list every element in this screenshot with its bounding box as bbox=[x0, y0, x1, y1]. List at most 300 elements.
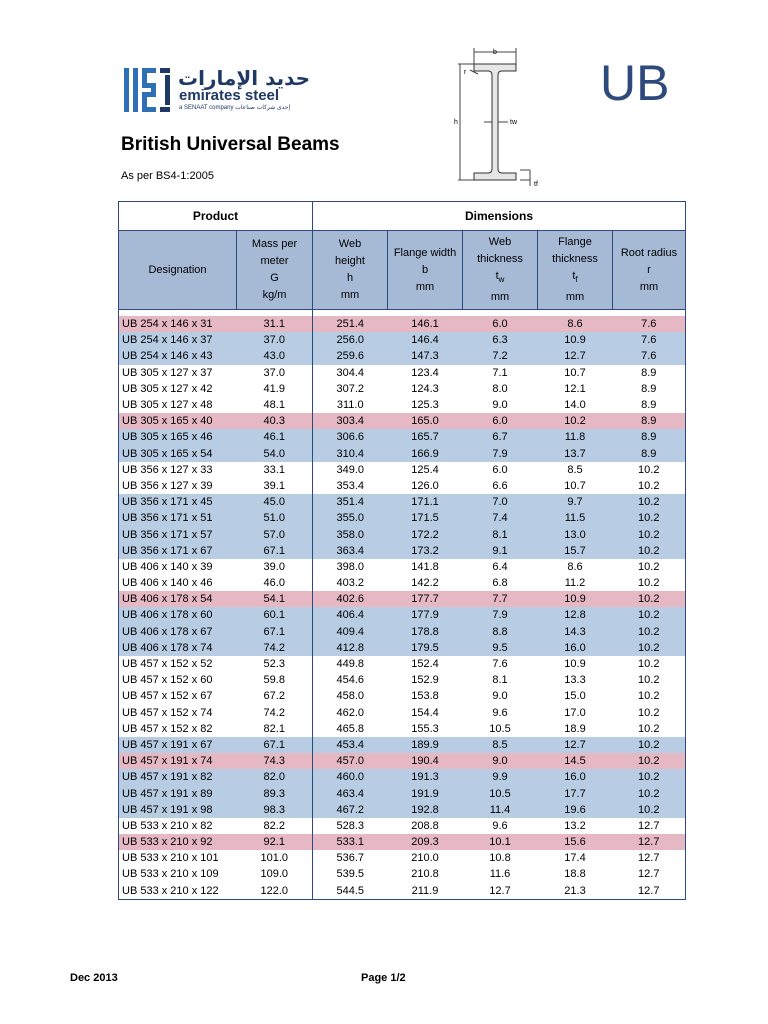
value-cell: 303.4 bbox=[313, 413, 388, 429]
table-row bbox=[119, 785, 686, 801]
value-cell: 43.0 bbox=[237, 348, 313, 364]
value-cell: 9.9 bbox=[463, 769, 538, 785]
value-cell: 172.2 bbox=[388, 526, 463, 542]
designation-cell: UB 254 x 146 x 37 bbox=[119, 332, 237, 348]
value-cell: 82.0 bbox=[237, 769, 313, 785]
value-cell: 398.0 bbox=[313, 559, 388, 575]
value-cell: 37.0 bbox=[237, 365, 313, 381]
value-cell: 6.4 bbox=[463, 559, 538, 575]
value-cell: 123.4 bbox=[388, 365, 463, 381]
value-cell: 67.2 bbox=[237, 688, 313, 704]
value-cell: 12.7 bbox=[538, 737, 613, 753]
value-cell: 8.8 bbox=[463, 624, 538, 640]
value-cell: 146.1 bbox=[388, 316, 463, 332]
column-header-line1: Web bbox=[338, 238, 362, 250]
designation-cell: UB 305 x 127 x 48 bbox=[119, 397, 237, 413]
value-cell: 177.7 bbox=[388, 591, 463, 607]
value-cell: 8.9 bbox=[613, 446, 686, 462]
value-cell: 13.2 bbox=[538, 818, 613, 834]
value-cell: 8.0 bbox=[463, 381, 538, 397]
value-cell: 7.1 bbox=[463, 365, 538, 381]
column-header-unit: mm bbox=[340, 289, 360, 301]
diagram-label-tw: tw bbox=[510, 119, 517, 126]
table-row bbox=[119, 688, 686, 704]
value-cell: 74.2 bbox=[237, 705, 313, 721]
value-cell: 165.7 bbox=[388, 429, 463, 445]
value-cell: 8.5 bbox=[463, 737, 538, 753]
column-header bbox=[613, 231, 686, 310]
designation-cell: UB 457 x 191 x 67 bbox=[119, 737, 237, 753]
value-cell: 453.4 bbox=[313, 737, 388, 753]
series-mark: UB bbox=[600, 55, 670, 111]
value-cell: 60.1 bbox=[237, 607, 313, 623]
table-row bbox=[119, 510, 686, 526]
value-cell: 536.7 bbox=[313, 850, 388, 866]
column-header-symbol: b bbox=[421, 263, 429, 276]
value-cell: 355.0 bbox=[313, 510, 388, 526]
value-cell: 7.0 bbox=[463, 494, 538, 510]
designation-cell: UB 305 x 165 x 46 bbox=[119, 429, 237, 445]
value-cell: 544.5 bbox=[313, 883, 388, 900]
value-cell: 7.6 bbox=[613, 348, 686, 364]
value-cell: 52.3 bbox=[237, 656, 313, 672]
value-cell: 10.8 bbox=[463, 850, 538, 866]
value-cell: 10.5 bbox=[463, 785, 538, 801]
value-cell: 11.5 bbox=[538, 510, 613, 526]
column-header-unit: mm bbox=[565, 290, 585, 303]
table-row bbox=[119, 575, 686, 591]
value-cell: 310.4 bbox=[313, 446, 388, 462]
value-cell: 191.9 bbox=[388, 785, 463, 801]
column-header-symbol: G bbox=[270, 272, 279, 284]
value-cell: 10.9 bbox=[538, 591, 613, 607]
value-cell: 8.9 bbox=[613, 397, 686, 413]
value-cell: 406.4 bbox=[313, 607, 388, 623]
column-header-unit: mm bbox=[639, 280, 659, 293]
value-cell: 147.3 bbox=[388, 348, 463, 364]
value-cell: 10.2 bbox=[613, 462, 686, 478]
value-cell: 48.1 bbox=[237, 397, 313, 413]
table-row bbox=[119, 332, 686, 348]
column-header-line1: Root radius bbox=[620, 246, 678, 259]
designation-cell: UB 356 x 171 x 67 bbox=[119, 543, 237, 559]
table-row bbox=[119, 348, 686, 364]
footer-date: Dec 2013 bbox=[70, 972, 118, 984]
value-cell: 8.9 bbox=[613, 429, 686, 445]
value-cell: 10.2 bbox=[613, 543, 686, 559]
table-row bbox=[119, 607, 686, 623]
designation-cell: UB 356 x 127 x 39 bbox=[119, 478, 237, 494]
value-cell: 6.0 bbox=[463, 316, 538, 332]
value-cell: 15.7 bbox=[538, 543, 613, 559]
value-cell: 67.1 bbox=[237, 543, 313, 559]
designation-cell: UB 305 x 127 x 42 bbox=[119, 381, 237, 397]
value-cell: 463.4 bbox=[313, 785, 388, 801]
table-row bbox=[119, 802, 686, 818]
diagram-label-b: b bbox=[493, 49, 497, 56]
value-cell: 10.2 bbox=[613, 769, 686, 785]
value-cell: 59.8 bbox=[237, 672, 313, 688]
table-row bbox=[119, 429, 686, 445]
footer-page-number: Page 1/2 bbox=[361, 972, 406, 984]
value-cell: 10.2 bbox=[613, 494, 686, 510]
value-cell: 54.1 bbox=[237, 591, 313, 607]
column-header bbox=[313, 231, 388, 310]
value-cell: 67.1 bbox=[237, 737, 313, 753]
value-cell: 33.1 bbox=[237, 462, 313, 478]
column-header-line1: Flange bbox=[558, 236, 592, 249]
value-cell: 11.4 bbox=[463, 802, 538, 818]
value-cell: 39.1 bbox=[237, 478, 313, 494]
value-cell: 10.2 bbox=[613, 737, 686, 753]
table-row bbox=[119, 365, 686, 381]
value-cell: 19.6 bbox=[538, 802, 613, 818]
value-cell: 101.0 bbox=[237, 850, 313, 866]
value-cell: 402.6 bbox=[313, 591, 388, 607]
designation-cell: UB 457 x 152 x 82 bbox=[119, 721, 237, 737]
value-cell: 8.9 bbox=[613, 365, 686, 381]
value-cell: 10.5 bbox=[463, 721, 538, 737]
designation-cell: UB 254 x 146 x 43 bbox=[119, 348, 237, 364]
value-cell: 539.5 bbox=[313, 866, 388, 882]
designation-cell: UB 305 x 165 x 54 bbox=[119, 446, 237, 462]
value-cell: 10.2 bbox=[613, 802, 686, 818]
value-cell: 12.7 bbox=[613, 866, 686, 882]
value-cell: 462.0 bbox=[313, 705, 388, 721]
table-row bbox=[119, 834, 686, 850]
column-header-unit: mm bbox=[415, 280, 435, 293]
value-cell: 154.4 bbox=[388, 705, 463, 721]
brand-sub-line: a SENAAT company إحدى شركات صناعات bbox=[179, 105, 291, 111]
value-cell: 306.6 bbox=[313, 429, 388, 445]
table-row bbox=[119, 705, 686, 721]
table-row bbox=[119, 737, 686, 753]
value-cell: 173.2 bbox=[388, 543, 463, 559]
value-cell: 109.0 bbox=[237, 866, 313, 882]
value-cell: 18.9 bbox=[538, 721, 613, 737]
value-cell: 7.6 bbox=[613, 316, 686, 332]
value-cell: 10.9 bbox=[538, 332, 613, 348]
designation-cell: UB 457 x 191 x 82 bbox=[119, 769, 237, 785]
table-row bbox=[119, 624, 686, 640]
value-cell: 46.1 bbox=[237, 429, 313, 445]
column-header-line1: Mass per bbox=[251, 238, 298, 250]
value-cell: 9.0 bbox=[463, 397, 538, 413]
value-cell: 10.2 bbox=[613, 607, 686, 623]
value-cell: 8.9 bbox=[613, 381, 686, 397]
value-cell: 51.0 bbox=[237, 510, 313, 526]
value-cell: 13.7 bbox=[538, 446, 613, 462]
designation-cell: UB 457 x 191 x 74 bbox=[119, 753, 237, 769]
designation-cell: UB 406 x 140 x 46 bbox=[119, 575, 237, 591]
value-cell: 7.6 bbox=[613, 332, 686, 348]
value-cell: 12.1 bbox=[538, 381, 613, 397]
column-header-unit: mm bbox=[490, 290, 510, 303]
value-cell: 16.0 bbox=[538, 769, 613, 785]
value-cell: 8.1 bbox=[463, 526, 538, 542]
value-cell: 8.1 bbox=[463, 672, 538, 688]
value-cell: 7.9 bbox=[463, 446, 538, 462]
value-cell: 9.0 bbox=[463, 688, 538, 704]
value-cell: 259.6 bbox=[313, 348, 388, 364]
value-cell: 146.4 bbox=[388, 332, 463, 348]
designation-cell: UB 457 x 191 x 98 bbox=[119, 802, 237, 818]
value-cell: 10.2 bbox=[613, 575, 686, 591]
value-cell: 10.2 bbox=[613, 753, 686, 769]
value-cell: 7.6 bbox=[463, 656, 538, 672]
value-cell: 208.8 bbox=[388, 818, 463, 834]
designation-cell: UB 457 x 152 x 67 bbox=[119, 688, 237, 704]
table-row bbox=[119, 526, 686, 542]
value-cell: 46.0 bbox=[237, 575, 313, 591]
value-cell: 10.2 bbox=[613, 705, 686, 721]
value-cell: 9.1 bbox=[463, 543, 538, 559]
designation-cell: UB 457 x 191 x 89 bbox=[119, 785, 237, 801]
designation-cell: UB 406 x 178 x 54 bbox=[119, 591, 237, 607]
table-row bbox=[119, 640, 686, 656]
value-cell: 6.8 bbox=[463, 575, 538, 591]
value-cell: 142.2 bbox=[388, 575, 463, 591]
column-header bbox=[119, 231, 237, 310]
value-cell: 7.4 bbox=[463, 510, 538, 526]
value-cell: 533.1 bbox=[313, 834, 388, 850]
value-cell: 171.1 bbox=[388, 494, 463, 510]
value-cell: 6.0 bbox=[463, 413, 538, 429]
designation-cell: UB 356 x 171 x 57 bbox=[119, 526, 237, 542]
table-row bbox=[119, 543, 686, 559]
brand-arabic-name: حديد الإمارات bbox=[178, 66, 311, 90]
value-cell: 304.4 bbox=[313, 365, 388, 381]
i-beam-section-diagram bbox=[448, 44, 558, 190]
value-cell: 124.3 bbox=[388, 381, 463, 397]
value-cell: 363.4 bbox=[313, 543, 388, 559]
column-header bbox=[388, 231, 463, 310]
value-cell: 179.5 bbox=[388, 640, 463, 656]
value-cell: 8.9 bbox=[613, 413, 686, 429]
value-cell: 89.3 bbox=[237, 785, 313, 801]
column-header-unit: kg/m bbox=[262, 289, 287, 301]
value-cell: 153.8 bbox=[388, 688, 463, 704]
value-cell: 126.0 bbox=[388, 478, 463, 494]
table-row bbox=[119, 494, 686, 510]
designation-cell: UB 406 x 178 x 74 bbox=[119, 640, 237, 656]
table-row bbox=[119, 850, 686, 866]
value-cell: 9.6 bbox=[463, 705, 538, 721]
table-row bbox=[119, 769, 686, 785]
value-cell: 15.6 bbox=[538, 834, 613, 850]
designation-cell: UB 356 x 171 x 45 bbox=[119, 494, 237, 510]
value-cell: 141.8 bbox=[388, 559, 463, 575]
value-cell: 210.8 bbox=[388, 866, 463, 882]
column-header bbox=[538, 231, 613, 310]
value-cell: 12.7 bbox=[613, 850, 686, 866]
value-cell: 457.0 bbox=[313, 753, 388, 769]
value-cell: 11.2 bbox=[538, 575, 613, 591]
value-cell: 125.3 bbox=[388, 397, 463, 413]
value-cell: 307.2 bbox=[313, 381, 388, 397]
value-cell: 12.7 bbox=[613, 818, 686, 834]
value-cell: 210.0 bbox=[388, 850, 463, 866]
value-cell: 13.3 bbox=[538, 672, 613, 688]
value-cell: 41.9 bbox=[237, 381, 313, 397]
value-cell: 9.0 bbox=[463, 753, 538, 769]
value-cell: 454.6 bbox=[313, 672, 388, 688]
column-header-symbol: r bbox=[647, 263, 651, 276]
value-cell: 256.0 bbox=[313, 332, 388, 348]
table-row bbox=[119, 559, 686, 575]
value-cell: 10.7 bbox=[538, 365, 613, 381]
beam-properties-table bbox=[118, 201, 685, 900]
value-cell: 189.9 bbox=[388, 737, 463, 753]
column-header bbox=[237, 231, 313, 310]
designation-cell: UB 533 x 210 x 122 bbox=[119, 883, 237, 900]
value-cell: 57.0 bbox=[237, 526, 313, 542]
value-cell: 10.2 bbox=[613, 640, 686, 656]
designation-cell: UB 406 x 178 x 60 bbox=[119, 607, 237, 623]
table-row bbox=[119, 591, 686, 607]
value-cell: 10.2 bbox=[538, 413, 613, 429]
value-cell: 10.2 bbox=[613, 672, 686, 688]
designation-cell: UB 305 x 127 x 37 bbox=[119, 365, 237, 381]
value-cell: 211.9 bbox=[388, 883, 463, 900]
value-cell: 152.9 bbox=[388, 672, 463, 688]
value-cell: 10.2 bbox=[613, 591, 686, 607]
value-cell: 9.7 bbox=[538, 494, 613, 510]
value-cell: 82.2 bbox=[237, 818, 313, 834]
value-cell: 251.4 bbox=[313, 316, 388, 332]
value-cell: 155.3 bbox=[388, 721, 463, 737]
table-row bbox=[119, 883, 686, 900]
value-cell: 10.1 bbox=[463, 834, 538, 850]
table-row bbox=[119, 413, 686, 429]
column-header bbox=[463, 231, 538, 310]
table-row bbox=[119, 656, 686, 672]
column-header-subscript: f bbox=[575, 275, 578, 285]
designation-cell: UB 406 x 178 x 67 bbox=[119, 624, 237, 640]
column-header-line2: meter bbox=[260, 255, 289, 267]
designation-cell: UB 457 x 152 x 52 bbox=[119, 656, 237, 672]
table-row bbox=[119, 446, 686, 462]
value-cell: 152.4 bbox=[388, 656, 463, 672]
value-cell: 12.7 bbox=[613, 834, 686, 850]
value-cell: 14.0 bbox=[538, 397, 613, 413]
value-cell: 6.3 bbox=[463, 332, 538, 348]
designation-cell: UB 533 x 210 x 92 bbox=[119, 834, 237, 850]
value-cell: 403.2 bbox=[313, 575, 388, 591]
value-cell: 311.0 bbox=[313, 397, 388, 413]
value-cell: 409.4 bbox=[313, 624, 388, 640]
value-cell: 177.9 bbox=[388, 607, 463, 623]
value-cell: 6.6 bbox=[463, 478, 538, 494]
value-cell: 165.0 bbox=[388, 413, 463, 429]
column-header-line2: thickness bbox=[477, 253, 523, 266]
emirates-steel-logo bbox=[122, 66, 311, 116]
value-cell: 31.1 bbox=[237, 316, 313, 332]
value-cell: 465.8 bbox=[313, 721, 388, 737]
table-row bbox=[119, 478, 686, 494]
value-cell: 467.2 bbox=[313, 802, 388, 818]
value-cell: 6.7 bbox=[463, 429, 538, 445]
value-cell: 8.6 bbox=[538, 316, 613, 332]
value-cell: 12.8 bbox=[538, 607, 613, 623]
diagram-label-r: r bbox=[464, 69, 467, 76]
value-cell: 10.2 bbox=[613, 510, 686, 526]
value-cell: 18.8 bbox=[538, 866, 613, 882]
value-cell: 458.0 bbox=[313, 688, 388, 704]
designation-cell: UB 533 x 210 x 101 bbox=[119, 850, 237, 866]
value-cell: 21.3 bbox=[538, 883, 613, 900]
value-cell: 10.2 bbox=[613, 721, 686, 737]
value-cell: 351.4 bbox=[313, 494, 388, 510]
value-cell: 10.2 bbox=[613, 785, 686, 801]
table-row bbox=[119, 721, 686, 737]
value-cell: 13.0 bbox=[538, 526, 613, 542]
value-cell: 9.6 bbox=[463, 818, 538, 834]
value-cell: 166.9 bbox=[388, 446, 463, 462]
value-cell: 178.8 bbox=[388, 624, 463, 640]
designation-cell: UB 356 x 127 x 33 bbox=[119, 462, 237, 478]
value-cell: 40.3 bbox=[237, 413, 313, 429]
brand-english-name: emirates steel bbox=[179, 87, 280, 104]
value-cell: 14.5 bbox=[538, 753, 613, 769]
value-cell: 460.0 bbox=[313, 769, 388, 785]
value-cell: 10.2 bbox=[613, 559, 686, 575]
value-cell: 358.0 bbox=[313, 526, 388, 542]
value-cell: 39.0 bbox=[237, 559, 313, 575]
value-cell: 12.7 bbox=[613, 883, 686, 900]
value-cell: 17.4 bbox=[538, 850, 613, 866]
value-cell: 125.4 bbox=[388, 462, 463, 478]
document-standard: As per BS4-1:2005 bbox=[121, 170, 214, 182]
value-cell: 16.0 bbox=[538, 640, 613, 656]
value-cell: 7.7 bbox=[463, 591, 538, 607]
column-header-line1: Designation bbox=[148, 263, 207, 276]
column-header-symbol: $t_w$ bbox=[495, 270, 505, 285]
value-cell: 12.7 bbox=[538, 348, 613, 364]
column-header-line1: Web bbox=[488, 236, 512, 249]
value-cell: 7.2 bbox=[463, 348, 538, 364]
designation-cell: UB 533 x 210 x 109 bbox=[119, 866, 237, 882]
table-row bbox=[119, 462, 686, 478]
document-title: British Universal Beams bbox=[121, 134, 340, 155]
value-cell: 74.3 bbox=[237, 753, 313, 769]
table-row bbox=[119, 818, 686, 834]
designation-cell: UB 457 x 152 x 74 bbox=[119, 705, 237, 721]
value-cell: 10.2 bbox=[613, 478, 686, 494]
value-cell: 54.0 bbox=[237, 446, 313, 462]
group-header-product: Product bbox=[119, 202, 313, 231]
value-cell: 10.2 bbox=[613, 688, 686, 704]
value-cell: 14.3 bbox=[538, 624, 613, 640]
value-cell: 10.2 bbox=[613, 624, 686, 640]
group-header-dimensions: Dimensions bbox=[313, 202, 686, 231]
value-cell: 11.6 bbox=[463, 866, 538, 882]
table-row bbox=[119, 672, 686, 688]
diagram-label-tf: tf bbox=[534, 181, 538, 188]
value-cell: 10.2 bbox=[613, 656, 686, 672]
value-cell: 353.4 bbox=[313, 478, 388, 494]
column-header-symbol: $t_f$ bbox=[572, 270, 578, 285]
designation-cell: UB 305 x 165 x 40 bbox=[119, 413, 237, 429]
value-cell: 67.1 bbox=[237, 624, 313, 640]
value-cell: 17.7 bbox=[538, 785, 613, 801]
value-cell: 349.0 bbox=[313, 462, 388, 478]
value-cell: 10.7 bbox=[538, 478, 613, 494]
value-cell: 9.5 bbox=[463, 640, 538, 656]
value-cell: 82.1 bbox=[237, 721, 313, 737]
designation-cell: UB 406 x 140 x 39 bbox=[119, 559, 237, 575]
designation-cell: UB 533 x 210 x 82 bbox=[119, 818, 237, 834]
